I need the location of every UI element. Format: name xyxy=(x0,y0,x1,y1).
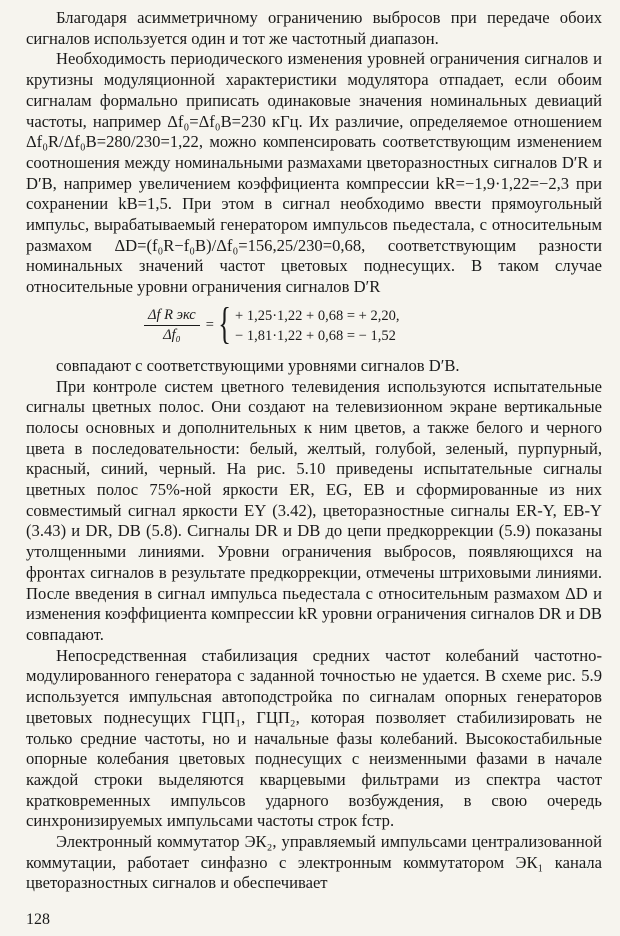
formula-line-2: − 1,81·1,22 + 0,68 = − 1,52 xyxy=(235,327,396,344)
formula-equals: = xyxy=(205,317,214,334)
formula-cases xyxy=(235,306,399,346)
paragraph-6: Электронный коммутатор ЭК₂, управляемый импульсами централизованной коммутации, работает синфазно с электронным коммутатором ЭК₁ канала цветоразностных сигналов и обеспечивает xyxy=(26,832,602,893)
limit-levels-formula xyxy=(144,298,602,350)
formula-line-1: + 1,25·1,22 + 0,68 = + 2,20, xyxy=(235,307,400,324)
page-number: 128 xyxy=(26,911,50,928)
formula-fraction xyxy=(144,307,200,344)
formula-numerator: Δf R экс xyxy=(144,307,200,326)
brace-icon: { xyxy=(218,298,231,348)
paragraph-3: совпадают с соответствующими уровнями сигналов D′B. xyxy=(56,355,460,375)
formula-denominator: Δf₀ xyxy=(163,327,181,344)
paragraph-1: Благодаря асимметричному ограничению выбросов при передаче обоих сигналов используется один и тот же частотный диапазон. xyxy=(26,8,602,48)
paragraph-5: Непосредственная стабилизация средних частот колебаний частотно-модулированного генератора с заданной точностью не удается. В схеме рис. 5.9 используется импульсная автоподстройка по сигналам опорных генераторов цветовых поднесущих ГЦП₁, ГЦП₂, которая позволяет стабилизировать не только средние частоты, но и начальные фазы колебаний. Высокостабильные опорные колебания цветовых поднесущих с неизменными фазами в начале каждой строки выделяются кварцевыми фильтрами из спектра частот кратковременных импульсов ударного возбуждения, в свою очередь синхронизируемых импульсами частоты строк fстр. xyxy=(26,645,602,831)
paragraph-4: При контроле систем цветного телевидения используются испытательные сигналы цветных полос. Они создают на телевизионном экране вертикальные полосы основных и дополнительных к ним цветов, а также белого и черного цвета в последовательности: белый, желтый, голубой, зеленый, пурпурный, красный, синий, черный. На рис. 5.10 приведены испытательные сигналы цветных полос 75%-ной яркости ER, EG, EB и сформированные из них совместимый сигнал яркости EY (3.42), цветоразностные сигналы ER-Y, EB-Y (3.43) и DR, DB (5.8). Сигналы DR и DB до цепи предкоррекции (5.9) показаны утолщенными линиями. Уровни ограничения выбросов, появляющихся на фронтах сигналов в результате предкоррекции, отмечены штриховыми линиями. После введения в сигнал импульса пьедестала с относительным размахом ΔD и изменения коэффициента компрессии kR уровни ограничения сигналов DR и DB совпадают. xyxy=(26,376,602,644)
paragraph-2: Необходимость периодического изменения уровней ограничения сигналов и крутизны модуляционной характеристики модулятора отпадает, если обоим сигналам формально приписать одинаковые значения номинальных девиаций частоты, например Δf₀=Δf₀B=230 кГц. Их различие, определяемое отношением Δf₀R/Δf₀B=280/230=1,22, можно компенсировать соответствующим изменением соотношения между номинальными размахами цветоразностных сигналов D′R и D′B, например увеличением коэффициента компрессии kR=−1,9·1,22=−2,3 при сохранении kB=1,5. При этом в сигнал необходимо ввести прямоугольный импульс, вырабатываемый генератором импульсов пьедестала, с относительным размахом ΔD=(f₀R−f₀B)/Δf₀=156,25/230=0,68, соответствующим разности номинальных значений частот цветовых поднесущих. В таком случае относительные уровни ограничения сигналов D′R xyxy=(26,49,602,297)
